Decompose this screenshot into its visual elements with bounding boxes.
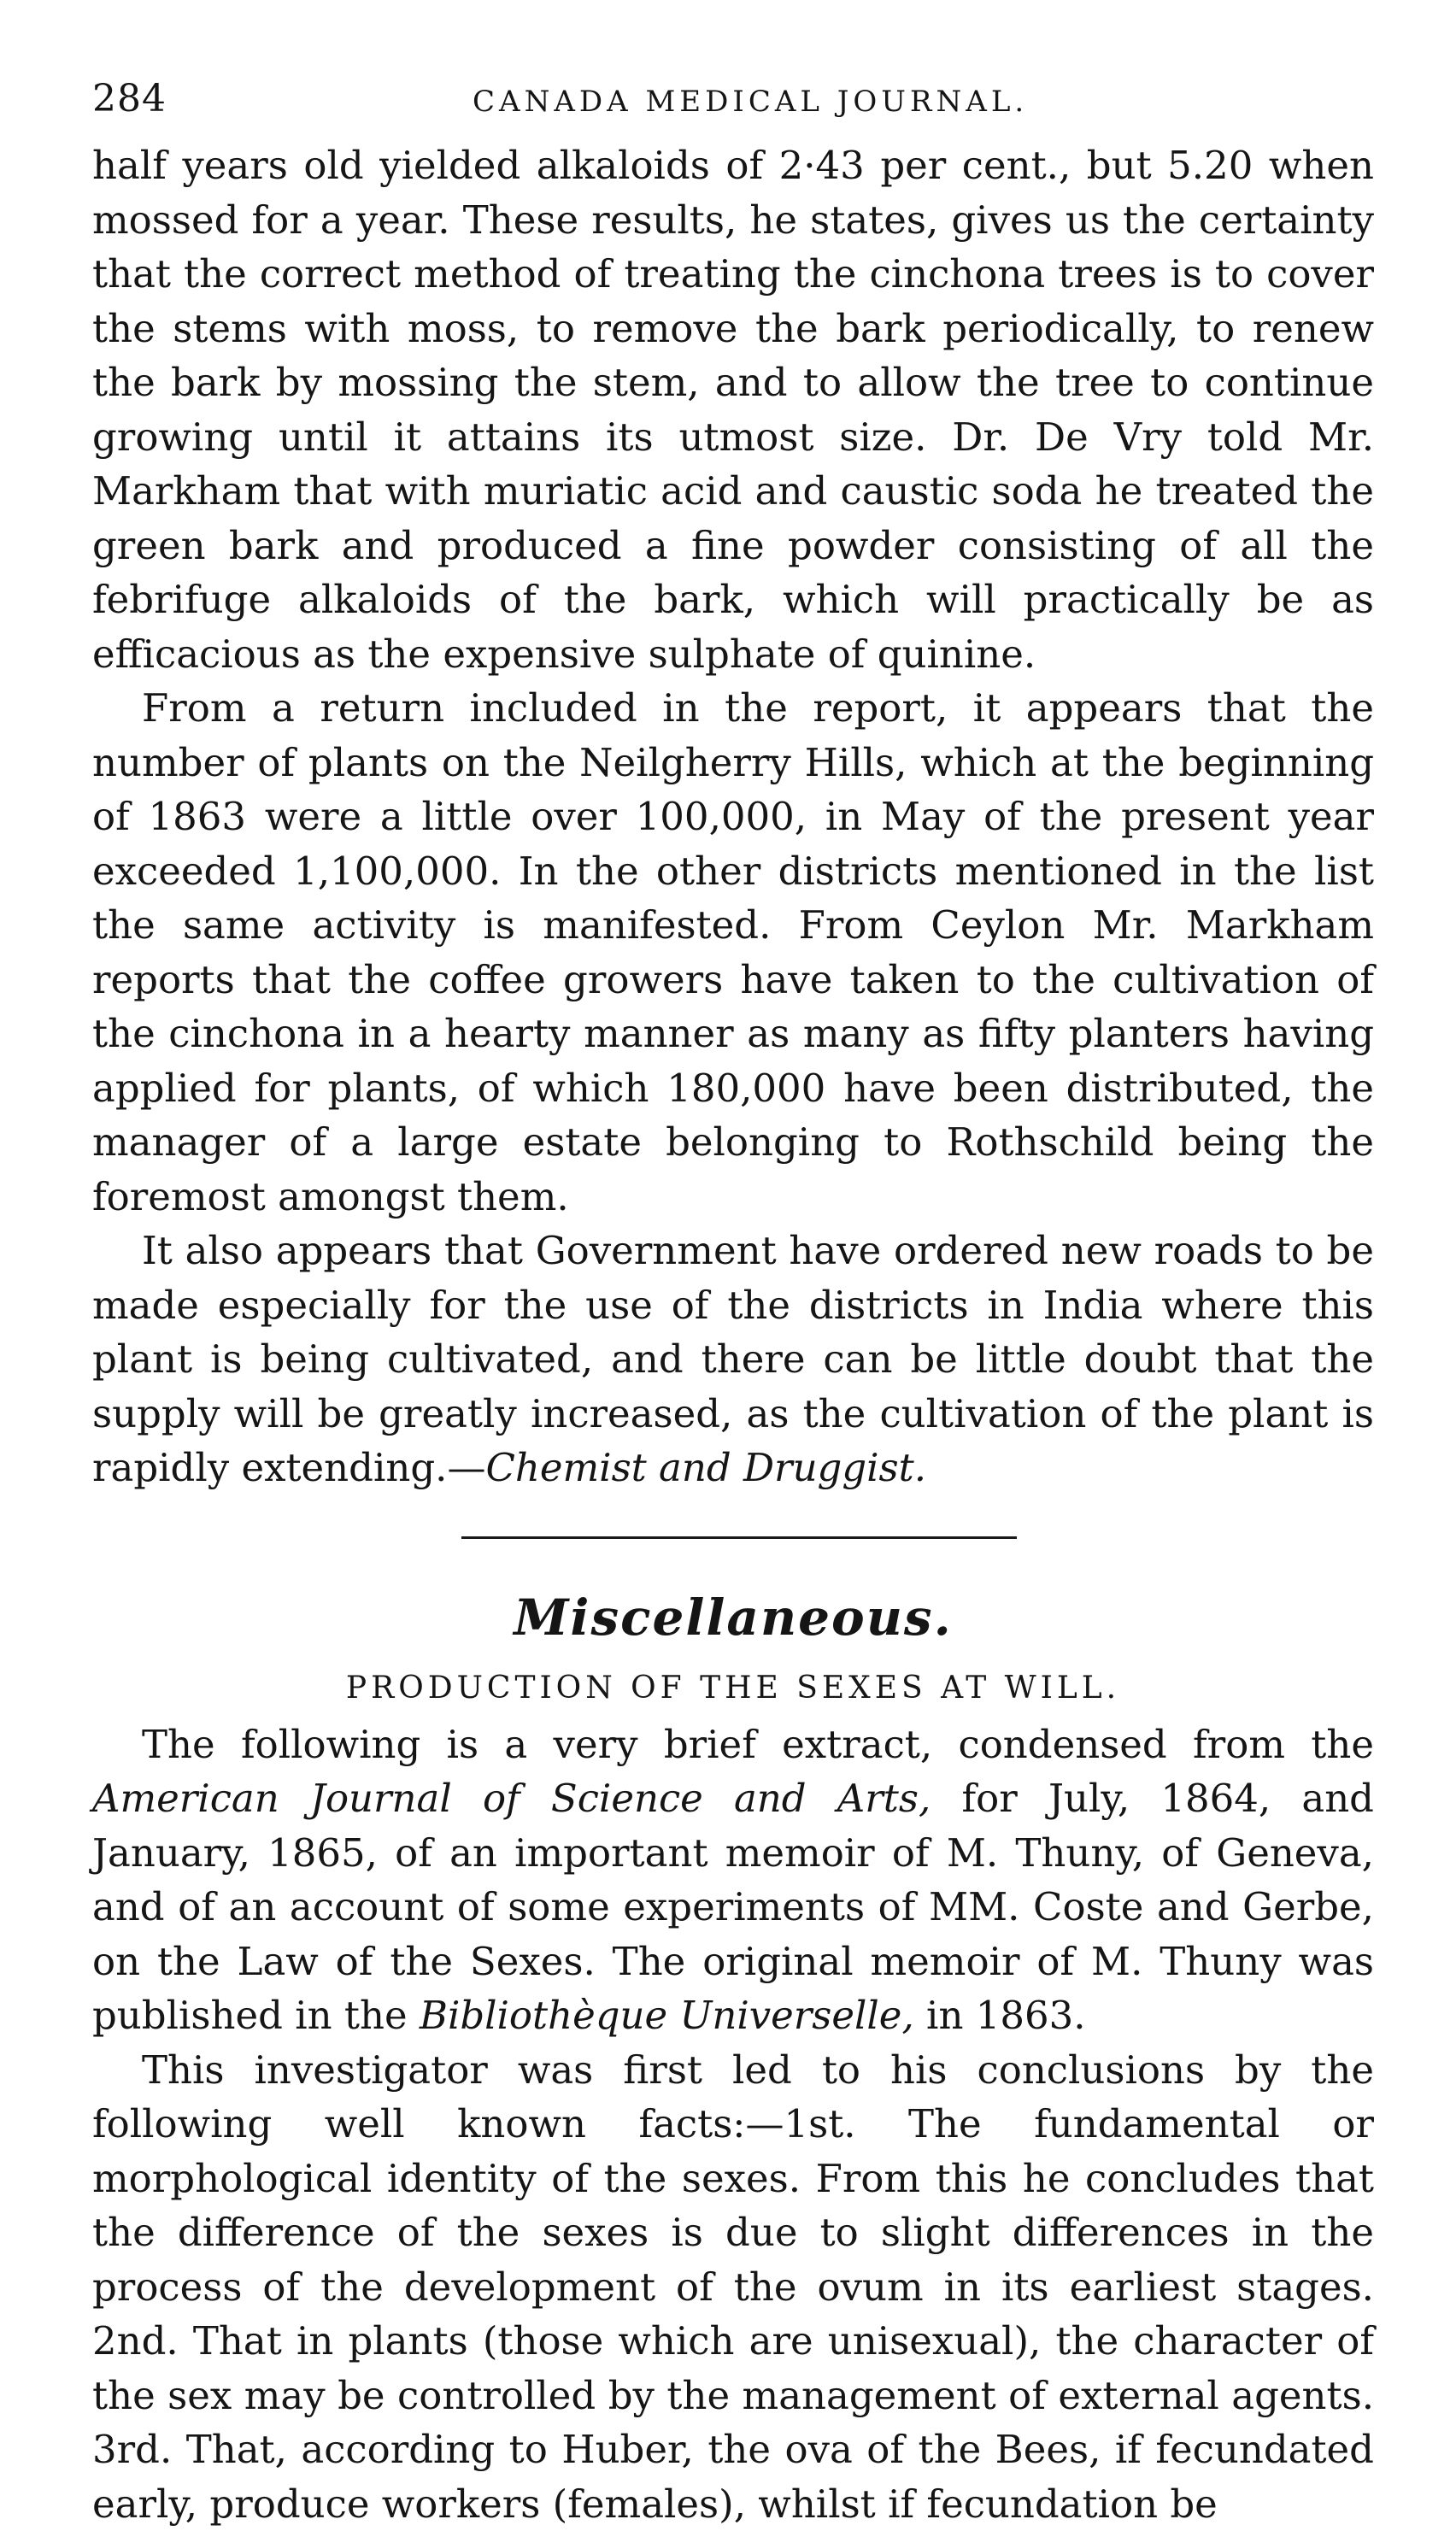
sexes-paragraph-1 xyxy=(92,1718,1374,2043)
cinchona-article xyxy=(92,138,1374,1495)
journal-page xyxy=(92,77,1374,2531)
sexes-paragraph-2: This investigator was first led to his conclusions by the following well known facts:—1st. The fundamental or morphological identity of the sexes. From this he concludes that the difference of the sexes is due to slight differences in the process of the development of the ovum in its earliest stages. 2nd. That in plants (those which are unisexual), the character of the sex may be controlled by the management of external agents. 3rd. That, according to Huber, the ova of the Bees, if fecundated early, produce workers (females), whilst if fecundation be xyxy=(92,2043,1374,2531)
sexes-paragraph-1-part-b: for July, 1864, and January, 1865, of an important memoir of M. Thuny, of Geneva, and of an account of some experiments of MM. Coste and Gerbe, on the Law of the Sexes. The original memoir of M. Thuny was published in the xyxy=(92,1776,1374,2038)
sexes-paragraph-1-part-c: in 1863. xyxy=(914,1993,1086,2038)
cinchona-paragraph-1: half years old yielded alkaloids of 2·43 per cent., but 5.20 when mossed for a year. These results, he states, gives us the certainty that the correct method of treating the cinchona trees is to cover the stems with moss, to remove the bark periodically, to renew the bark by mossing the stem, and to allow the tree to continue growing until it attains its utmost size. Dr. De Vry told Mr. Markham that with muriatic acid and caustic soda he treated the green bark and produced a fine powder consisting of all the febrifuge alkaloids of the bark, which will practically be as efficacious as the expensive sulphate of quinine. xyxy=(92,138,1374,681)
journal-citation: American Journal of Science and Arts, xyxy=(92,1776,931,1821)
source-citation: Chemist and Druggist. xyxy=(485,1445,926,1490)
article-title: PRODUCTION OF THE SEXES AT WILL. xyxy=(92,1671,1374,1706)
section-heading-miscellaneous: Miscellaneous. xyxy=(92,1588,1374,1647)
page-number: 284 xyxy=(92,77,238,120)
running-head xyxy=(92,77,1374,138)
journal-title: CANADA MEDICAL JOURNAL. xyxy=(473,85,1028,119)
cinchona-paragraph-3 xyxy=(92,1224,1374,1495)
bibliotheque-citation: Bibliothèque Universelle, xyxy=(420,1993,914,2038)
section-divider xyxy=(461,1536,1017,1539)
sexes-article xyxy=(92,1718,1374,2531)
cinchona-paragraph-2: From a return included in the report, it appears that the number of plants on the Neilgherry Hills, which at the beginning of 1863 were a little over 100,000, in May of the present year exceeded 1,100,000. In the other districts mentioned in the list the same activity is manifested. From Ceylon Mr. Markham reports that the coffee growers have taken to the cultivation of the cinchona in a hearty manner as many as fifty planters having applied for plants, of which 180,000 have been distributed, the manager of a large estate belonging to Rothschild being the foremost amongst them. xyxy=(92,681,1374,1224)
cinchona-paragraph-3-text: It also appears that Government have ordered new roads to be made especially for the use of the districts in India where this plant is being cultivated, and there can be little doubt that the supply will be greatly increased, as the cultivation of the plant is rapidly extending.— xyxy=(92,1228,1374,1490)
sexes-paragraph-1-part-a: The following is a very brief extract, condensed from the xyxy=(142,1722,1374,1767)
